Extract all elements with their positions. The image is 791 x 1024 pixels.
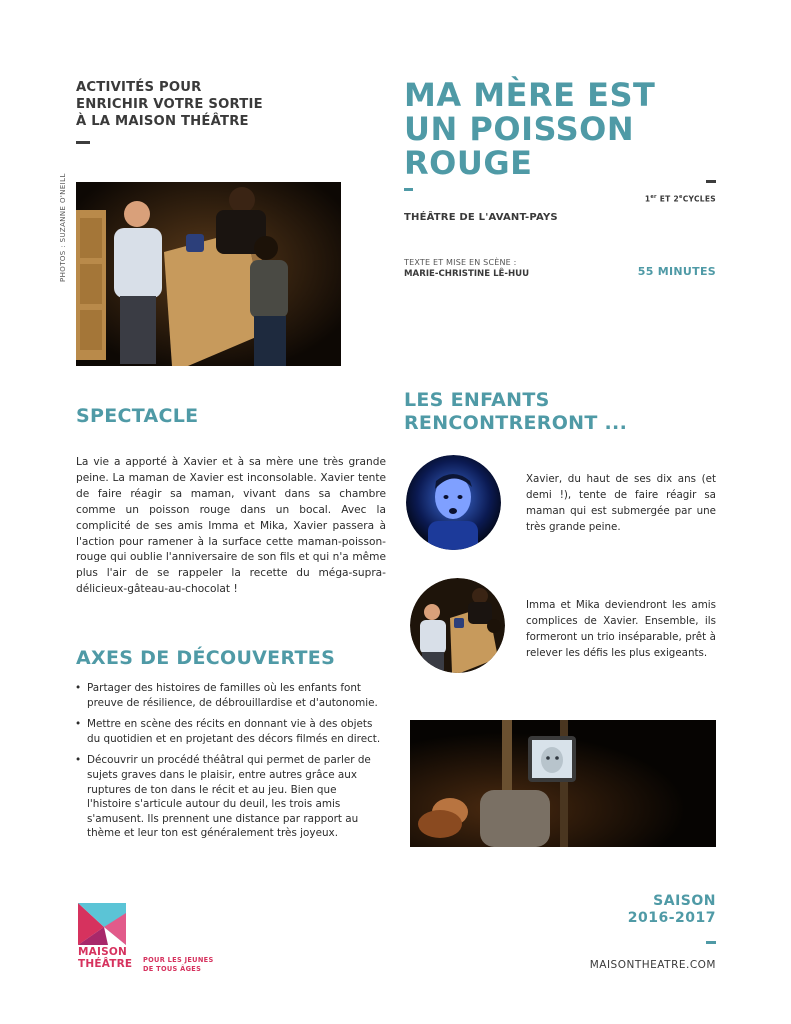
cycles-dash xyxy=(706,180,716,183)
show-title-line-3: ROUGE xyxy=(404,144,533,182)
cycles-part-3: CYCLES xyxy=(682,194,716,204)
stage-photo xyxy=(76,182,341,366)
logo-line-1: MAISON xyxy=(78,946,127,958)
credit-name: MARIE-CHRISTINE LÊ-HUU xyxy=(404,269,530,279)
intro-line-1: ACTIVITÉS POUR xyxy=(76,80,202,95)
logo-line-2: THÉÂTRE xyxy=(78,957,133,970)
enfants-heading-line-1: LES ENFANTS xyxy=(404,389,550,411)
photo-credit xyxy=(57,173,71,282)
logo-tagline xyxy=(143,956,214,973)
credit-label: TEXTE ET MISE EN SCÈNE : xyxy=(404,258,517,267)
show-title-line-1: MA MÈRE EST xyxy=(404,76,656,114)
character-2-text: Imma et Mika deviendront les amis complices de Xavier. Ensemble, ils formeront un trio inséparable, prêt à relever les défis les plus exigeants. xyxy=(526,599,716,659)
show-duration: 55 MINUTES xyxy=(637,265,716,278)
tagline-line-1: POUR LES JEUNES xyxy=(143,956,214,964)
show-title xyxy=(404,78,704,180)
cycles-sup-1: er xyxy=(650,194,657,200)
stage-photo-2 xyxy=(410,720,716,847)
logo-wordmark xyxy=(78,947,132,970)
maison-theatre-logo-icon xyxy=(78,903,126,945)
photo-credit-text: PHOTOS : SUZANNE O'NEILL xyxy=(59,173,67,282)
cycles-part-2: ET 2 xyxy=(656,194,680,204)
season-line-2: 2016-2017 xyxy=(627,910,716,926)
enfants-heading-line-2: RENCONTRERONT ... xyxy=(404,412,628,434)
intro-line-3: À LA MAISON THÉÂTRE xyxy=(76,114,249,129)
intro-dash xyxy=(76,141,90,144)
axes-item: • Découvrir un procédé théâtral qui permet de parler de sujets graves dans le plaisir, entre autres grâce aux ruptures de ton dans le récit et au jeu. Bien que l'histoire s'articule autour du deuil, les trois amis s'amusent. Ils prennent une distance par rapport au thème et leur ton est généralement très joyeux. xyxy=(74,753,384,841)
trio-portrait xyxy=(410,578,505,673)
enfants-heading xyxy=(404,389,627,435)
tagline-line-2: DE TOUS ÂGES xyxy=(143,964,202,973)
show-title-line-2: UN POISSON xyxy=(404,110,635,148)
spectacle-text: La vie a apporté à Xavier et à sa mère une très grande peine. La maman de Xavier est inconsolable. Xavier tente de faire réagir sa maman, vivant dans sa chambre comme un poisson rouge dans un bocal. Avec la complicité de ses amis Imma et Mika, Xavier passera à l'action pour ramener à la surface cette maman-poisson-rouge qui oublie l'anniversaire de son fils et qui n'a même plus l'air de se rappeler la recette du méga-supra-délicieux-gâteau-au-chocolat ! xyxy=(76,456,386,596)
axes-item: • Mettre en scène des récits en donnant vie à des objets du quotidien et en projetant des décors filmés en direct. xyxy=(74,717,384,746)
axes-list xyxy=(74,681,384,848)
intro-heading xyxy=(76,79,276,130)
intro-line-2: ENRICHIR VOTRE SORTIE xyxy=(76,97,263,112)
xavier-portrait xyxy=(406,455,501,550)
theatre-company: THÉÂTRE DE L'AVANT-PAYS xyxy=(404,212,558,223)
season-label xyxy=(560,893,716,927)
website-link[interactable]: MAISONTHEATRE.COM xyxy=(589,959,716,971)
season-dash xyxy=(706,941,716,944)
school-cycles xyxy=(560,194,716,204)
cycles-part-1: 1 xyxy=(644,194,651,204)
character-1-text: Xavier, du haut de ses dix ans (et demi !), tente de faire réagir sa maman qui est submergée par une très grande peine. xyxy=(526,473,716,533)
axes-item: • Partager des histoires de familles où les enfants font preuve de résilience, de débrouillardise et d'autonomie. xyxy=(74,681,384,710)
spectacle-heading: SPECTACLE xyxy=(76,405,199,427)
axes-heading: AXES DE DÉCOUVERTES xyxy=(76,647,336,669)
season-line-1: SAISON xyxy=(653,893,716,909)
title-dash xyxy=(404,188,413,191)
cycles-sup-2: e xyxy=(679,194,683,200)
